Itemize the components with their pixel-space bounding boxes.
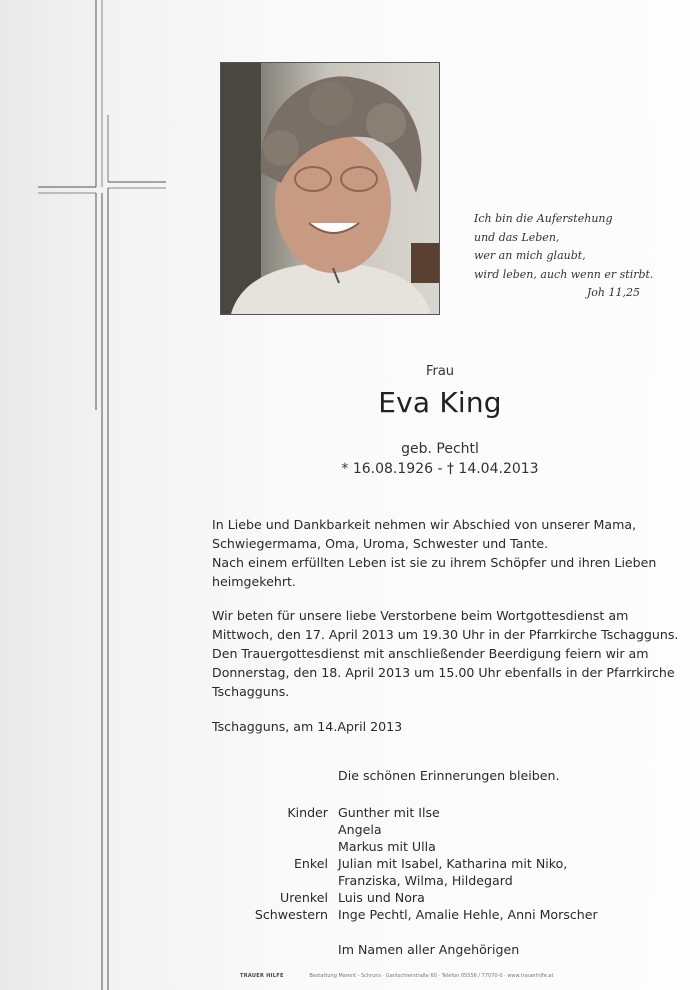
survivor-names: Inge Pechtl, Amalie Hehle, Anni Morscher xyxy=(338,907,598,922)
survivor-relation xyxy=(212,821,338,838)
verse-line: und das Leben, xyxy=(474,230,560,244)
farewell-paragraph xyxy=(212,515,662,591)
survivor-names: Gunther mit Ilse xyxy=(338,805,440,820)
survivor-relation: Urenkel xyxy=(280,890,328,905)
footer-brand: TRAUER HILFE xyxy=(240,973,284,979)
deceased-name: Eva King xyxy=(378,386,502,419)
paragraph-line: Mittwoch, den 17. April 2013 um 19.30 Uhr in der Pfarrkirche Tschagguns. xyxy=(212,627,679,642)
survivor-row xyxy=(212,906,598,923)
survivor-names: Markus mit Ulla xyxy=(338,839,436,854)
paragraph-line: Schwiegermama, Oma, Uroma, Schwester und Tante. xyxy=(212,536,549,551)
survivor-row xyxy=(212,855,598,872)
paragraph-line: Tschagguns. xyxy=(212,684,290,699)
paragraph-line: Donnerstag, den 18. April 2013 um 15.00 Uhr ebenfalls in der Pfarrkirche xyxy=(212,665,675,680)
salutation: Frau xyxy=(425,364,455,379)
survivor-relation: Kinder xyxy=(287,805,328,820)
verse-reference: Joh 11,25 xyxy=(586,286,640,299)
survivor-relation: Enkel xyxy=(293,856,328,871)
survivors-list xyxy=(212,804,598,923)
footer xyxy=(240,973,553,979)
paragraph-line: Wir beten für unsere liebe Verstorbene beim Wortgottesdienst am xyxy=(212,608,629,623)
survivor-row xyxy=(212,821,598,838)
verse-line: wer an mich glaubt, xyxy=(474,249,586,262)
verse-line: Ich bin die Auferstehung xyxy=(474,212,613,225)
survivor-names: Julian mit Isabel, Katharina mit Niko, xyxy=(338,856,568,871)
sign-off: Im Namen aller Angehörigen xyxy=(338,942,520,957)
survivor-names: Franziska, Wilma, Hildegard xyxy=(338,873,513,888)
survivor-relation xyxy=(212,872,338,889)
cross-icon xyxy=(0,0,200,990)
survivor-relation xyxy=(212,838,338,855)
birth-name: geb. Pechtl xyxy=(401,441,479,457)
survivor-names: Angela xyxy=(338,822,382,837)
survivor-relation: Schwestern xyxy=(254,907,328,922)
paragraph-line: heimgekehrt. xyxy=(212,574,296,589)
survivor-row xyxy=(212,889,598,906)
footer-address: Bestattung Marent - Schruns · Gantschierstraße 60 · Telefon 05556 / 77070-0 · www.trauerhilfe.at xyxy=(309,973,554,979)
survivor-row xyxy=(212,804,598,821)
paragraph-line: In Liebe und Dankbarkeit nehmen wir Abschied von unserer Mama, xyxy=(212,517,637,532)
service-paragraph xyxy=(212,606,679,701)
verse-line: wird leben, auch wenn er stirbt. xyxy=(474,267,654,281)
place-date: Tschagguns, am 14.April 2013 xyxy=(212,719,403,734)
paragraph-line: Nach einem erfüllten Leben ist sie zu ihrem Schöpfer und ihren Lieben xyxy=(212,555,657,570)
bible-verse xyxy=(474,210,674,303)
survivor-names: Luis und Nora xyxy=(338,890,425,905)
portrait-photo xyxy=(220,62,440,315)
closing-line: Die schönen Erinnerungen bleiben. xyxy=(338,768,560,783)
life-dates: * 16.08.1926 - † 14.04.2013 xyxy=(341,461,539,477)
survivor-row xyxy=(212,838,598,855)
paragraph-line: Den Trauergottesdienst mit anschließender Beerdigung feiern wir am xyxy=(212,646,649,661)
survivor-row xyxy=(212,872,598,889)
